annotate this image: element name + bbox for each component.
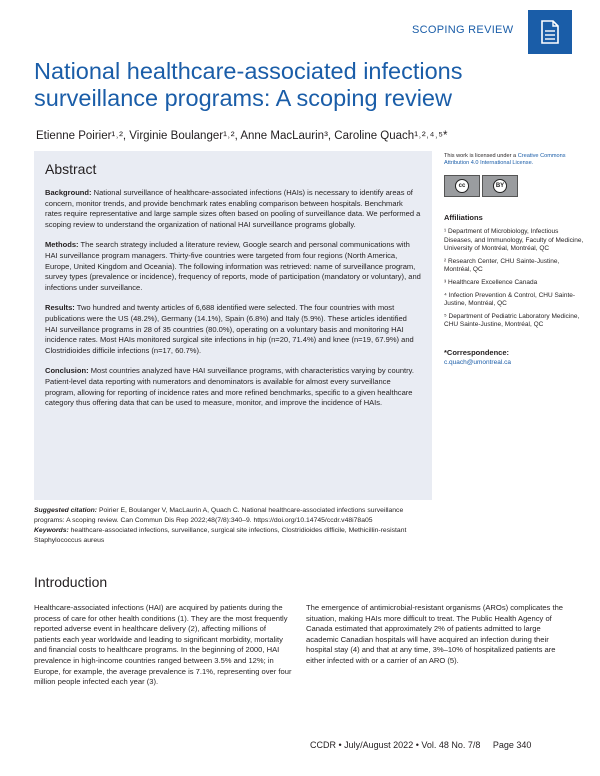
affiliation-item: ⁵ Department of Pediatric Laboratory Medicine, CHU Sainte-Justine, Montréal, QC xyxy=(444,312,580,329)
section-label: SCOPING REVIEW xyxy=(412,24,514,36)
license-link[interactable]: Creative Commons Attribution 4.0 International License. xyxy=(444,153,566,166)
author-list: Etienne Poirier¹˒², Virginie Boulanger¹˒², Anne MacLaurin³, Caroline Quach¹˒²˒⁴˒⁵* xyxy=(36,130,448,142)
correspondence-email[interactable]: c.quach@umontreal.ca xyxy=(444,358,511,366)
keywords: Keywords: healthcare-associated infections, surveillance, surgical site infections, Clostridioides difficile, Methicillin-resistant Staphylococcus aureus xyxy=(34,527,407,544)
affiliations-heading: Affiliations xyxy=(444,213,483,222)
abstract-background: Background: National surveillance of healthcare-associated infections (HAIs) is necessary to identify areas of concern, monitor trends, and provide benchmark rates enabling comparison between hospitals. Benchmark rates require representative and large sample sizes often based on pooling of surveillance data. We performed a scoping review to understand the organization of national HAI surveillance programs globally. xyxy=(45,188,421,229)
page-footer: CCDR • July/August 2022 • Vol. 48 No. 7/8 Page 340 xyxy=(310,740,532,750)
introduction-column-2: The emergence of antimicrobial-resistant organisms (AROs) complicates the situation, making HAIs more difficult to treat. The Public Health Agency of Canada estimated that approximately 2% of patients admitted to large academic Canadian hospitals will have acquired an infection during their hospital stay (4) and that at any time, 3%–10% of hospitalized patients are either infected with or a carrier of an ARO (5). xyxy=(306,603,564,665)
abstract-conclusion: Conclusion: Most countries analyzed have HAI surveillance programs, with characteristics varying by country. Patient-level data reporting with numerators and denominators is available for almost every surveillance program, allowing for reporting of incidence rates and more refined benchmarks, specific to a given healthcare category thus offering data that can be used to measure, monitor, and improve the incidence of HAIs. xyxy=(45,366,414,408)
sidebar xyxy=(444,153,584,366)
abstract-results: Results: Two hundred and twenty articles of 6,688 identified were selected. The four countries with most publications were the US (48.2%), Germany (14.1%), Spain (6.8%) and Italy (5.9%). These articles identified HAI surveillance programs in 28 of 35 countries (80.0%), operating on a voluntary basis and monitoring HAI incidence rates. Most HAIs monitored surgical site infections in hip (n=20, 71.4%) and knee (n=19, 67.9%) and Clostridioides difficile infections (n=17, 60.7%). xyxy=(45,303,414,355)
abstract-methods: Methods: The search strategy included a literature review, Google search and personal communications with HAI surveillance program managers. Thirty-five countries were targeted from four regions (North America, Europe, United Kingdom and Oceania). The following information was retrieved: name of surveillance program, survey types (prevalence or incidence), frequency of reports, mode of participation (mandatory or voluntary), and infections under surveillance. xyxy=(45,240,421,292)
article-title: National healthcare-associated infections surveillance programs: A scoping review xyxy=(34,58,463,111)
affiliation-item: ⁴ Infection Prevention & Control, CHU Sainte-Justine, Montréal, QC xyxy=(444,291,576,308)
cc-by-badge[interactable] xyxy=(444,175,584,197)
abstract-heading: Abstract xyxy=(45,161,97,177)
introduction-heading: Introduction xyxy=(34,574,108,590)
cc-icon: cc xyxy=(455,179,469,193)
license-note: This work is licensed under a Creative Commons Attribution 4.0 International License. xyxy=(444,153,566,166)
by-icon: BY xyxy=(493,179,507,193)
citation-block xyxy=(34,506,434,546)
correspondence-heading: *Correspondence: xyxy=(444,347,510,357)
document-icon xyxy=(528,10,572,54)
affiliation-item: ² Research Center, CHU Sainte-Justine, Montréal, QC xyxy=(444,257,560,274)
abstract-box xyxy=(34,151,432,500)
affiliation-item: ³ Healthcare Excellence Canada xyxy=(444,278,538,286)
suggested-citation: Suggested citation: Poirier E, Boulanger V, MacLaurin A, Quach C. National healthcare-associated infections surveillance programs: A scoping review. Can Commun Dis Rep 2022;48(7/8):340–9. https://doi.org/10.14745/ccdr.v48i78a05 xyxy=(34,507,404,524)
affiliation-item: ¹ Department of Microbiology, Infectious Diseases, and Immunology, Faculty of Medicine, University of Montréal, Montréal, QC xyxy=(444,228,584,253)
introduction-column-1: Healthcare-associated infections (HAI) are acquired by patients during the process of care for other health conditions (1). They are the most frequently reported adverse event in healthcare delivery (2), affecting millions of patients each year worldwide and leading to significant morbidity, mortality and financial costs to healthcare programs. In the beginning of 2000, HAI prevalence in high-income countries ranged between 3.5% and 12%; in Europe, for example, the average prevalence is 7.1%, representing over four million people infected each year (3). xyxy=(34,603,292,687)
